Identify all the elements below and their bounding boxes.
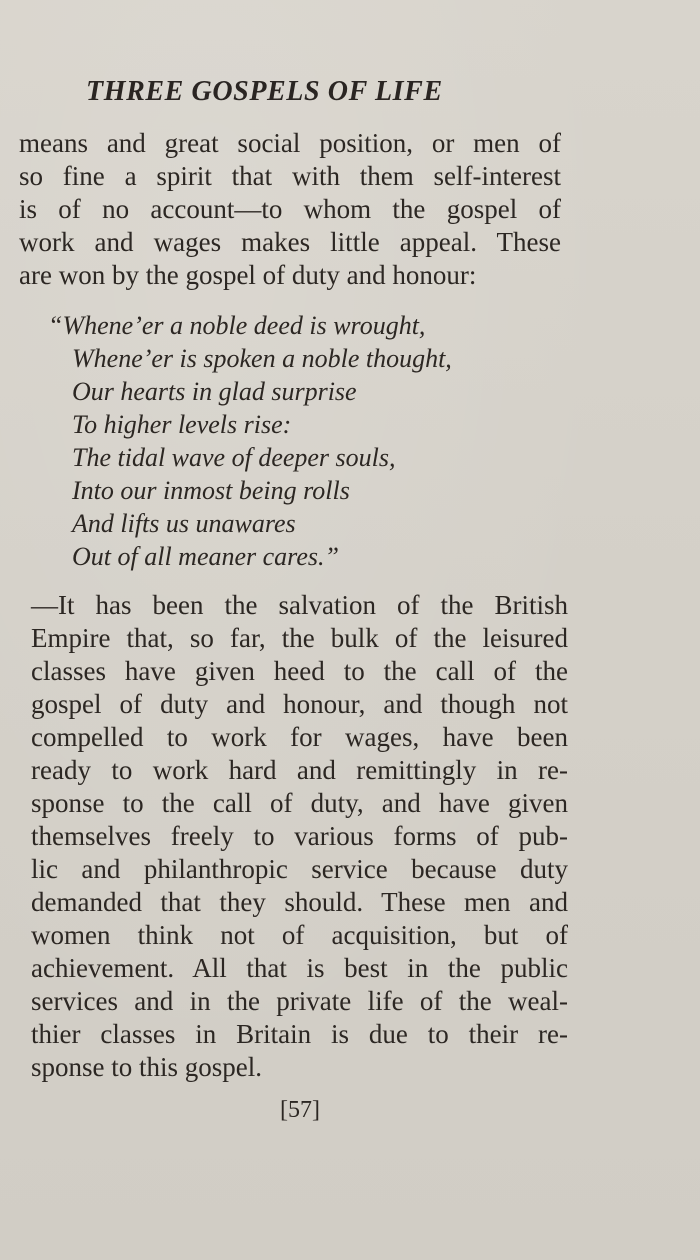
text-line: compelled to work for wages, have been xyxy=(31,722,568,752)
verse-line: And lifts us unawares xyxy=(72,509,296,538)
verse-line: Into our inmost being rolls xyxy=(72,476,350,505)
text-line: is of no account—to whom the gospel of xyxy=(19,194,561,224)
verse-line: Out of all meaner cares.” xyxy=(72,542,339,571)
verse-line: Whene’er is spoken a noble thought, xyxy=(72,344,452,373)
verse-line: The tidal wave of deeper souls, xyxy=(72,443,396,472)
text-line: demanded that they should. These men and xyxy=(31,887,568,917)
text-line: achievement. All that is best in the public xyxy=(31,953,568,983)
text-line: work and wages makes little appeal. These xyxy=(19,227,561,257)
text-line: thier classes in Britain is due to their re- xyxy=(31,1019,568,1049)
text-line: services and in the private life of the weal- xyxy=(31,986,568,1016)
text-line: ready to work hard and remittingly in re- xyxy=(31,755,568,785)
text-line: sponse to this gospel. xyxy=(31,1052,263,1082)
text-line: means and great social position, or men of xyxy=(19,128,561,158)
text-line: classes have given heed to the call of the xyxy=(31,656,568,686)
text-line: gospel of duty and honour, and though not xyxy=(31,689,568,719)
text-line: sponse to the call of duty, and have given xyxy=(31,788,568,818)
text-line: so fine a spirit that with them self-interest xyxy=(19,161,561,191)
verse-line: “Whene’er a noble deed is wrought, xyxy=(48,311,426,340)
text-line: themselves freely to various forms of pub- xyxy=(31,821,568,851)
page-number: [57] xyxy=(280,1097,320,1123)
text-line: women think not of acquisition, but of xyxy=(31,920,568,950)
running-head: THREE GOSPELS OF LIFE xyxy=(86,76,443,107)
verse-line: To higher levels rise: xyxy=(72,410,292,439)
text-line: Empire that, so far, the bulk of the leisured xyxy=(31,623,568,653)
text-line: lic and philanthropic service because duty xyxy=(31,854,568,884)
text-line: —It has been the salvation of the British xyxy=(31,590,568,620)
verse-line: Our hearts in glad surprise xyxy=(72,377,357,406)
text-line: are won by the gospel of duty and honour: xyxy=(19,260,477,290)
